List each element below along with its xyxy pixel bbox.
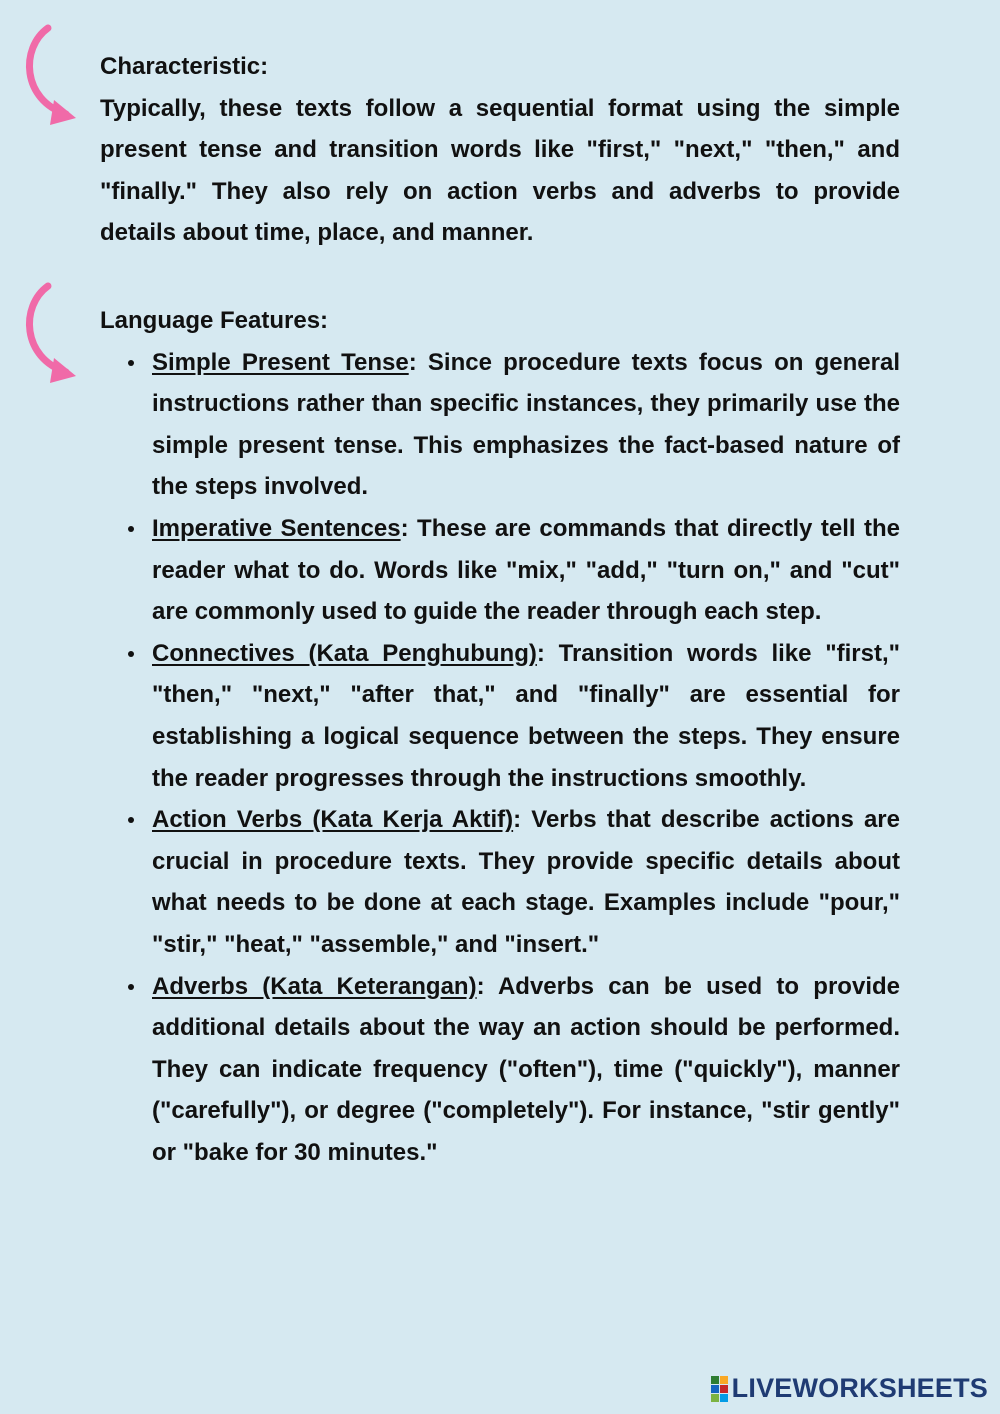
curved-arrow-icon xyxy=(14,22,86,132)
characteristic-text: Typically, these texts follow a sequential format using the simple present tense and transition words like "first," "next," "then," and "finally." They also rely on action verbs and adverbs to provide details about time, place, and manner. xyxy=(100,94,900,247)
feature-description: Verbs that describe actions are crucial in procedure texts. They provide specific details about what needs to be done at each stage. Examples include "pour," "stir," "heat," "assemble," and "insert." xyxy=(152,806,900,958)
language-features-list xyxy=(100,342,900,1174)
list-item xyxy=(152,508,900,633)
feature-description: Transition words like "first," "then," "next," "after that," and "finally" are essential for establishing a logical sequence between the steps. They ensure the reader progresses through the instructions smoothly. xyxy=(152,639,901,792)
language-features-section xyxy=(100,300,900,1173)
feature-term: Imperative Sentences xyxy=(152,514,401,542)
feature-term: Action Verbs (Kata Kerja Aktif) xyxy=(152,806,514,834)
characteristic-section xyxy=(100,46,900,254)
feature-separator: : xyxy=(400,514,409,542)
list-item xyxy=(152,966,900,1174)
list-item xyxy=(152,342,900,508)
liveworksheets-logo[interactable] xyxy=(711,1373,988,1404)
liveworksheets-logo-text: LIVEWORKSHEETS xyxy=(731,1373,988,1403)
feature-separator: : xyxy=(513,806,522,834)
curved-arrow-icon xyxy=(14,280,86,390)
feature-description: Adverbs can be used to provide additional details about the way an action should be performed. They can indicate frequency ("often"), time ("quickly"), manner ("carefully"), or degree ("completely"). For instance, "stir gently" or "bake for 30 minutes." xyxy=(152,972,900,1166)
feature-term: Simple Present Tense xyxy=(152,348,409,376)
characteristic-heading: Characteristic: xyxy=(100,53,269,80)
feature-separator: : xyxy=(408,348,417,376)
list-item xyxy=(152,799,900,965)
liveworksheets-logo-icon xyxy=(711,1376,728,1402)
feature-term: Adverbs (Kata Keterangan) xyxy=(152,972,477,1000)
feature-description: Since procedure texts focus on general instructions rather than specific instances, they primarily use the simple present tense. This emphasizes the fact-based nature of the steps involved. xyxy=(152,348,900,501)
feature-term: Connectives (Kata Penghubung) xyxy=(152,639,537,667)
feature-separator: : xyxy=(536,639,545,667)
list-item xyxy=(152,633,900,799)
feature-description: These are commands that directly tell the reader what to do. Words like "mix," "add," "turn on," and "cut" are commonly used to guide the reader through each step. xyxy=(152,514,900,626)
language-features-heading: Language Features: xyxy=(100,307,329,334)
feature-separator: : xyxy=(476,972,485,1000)
